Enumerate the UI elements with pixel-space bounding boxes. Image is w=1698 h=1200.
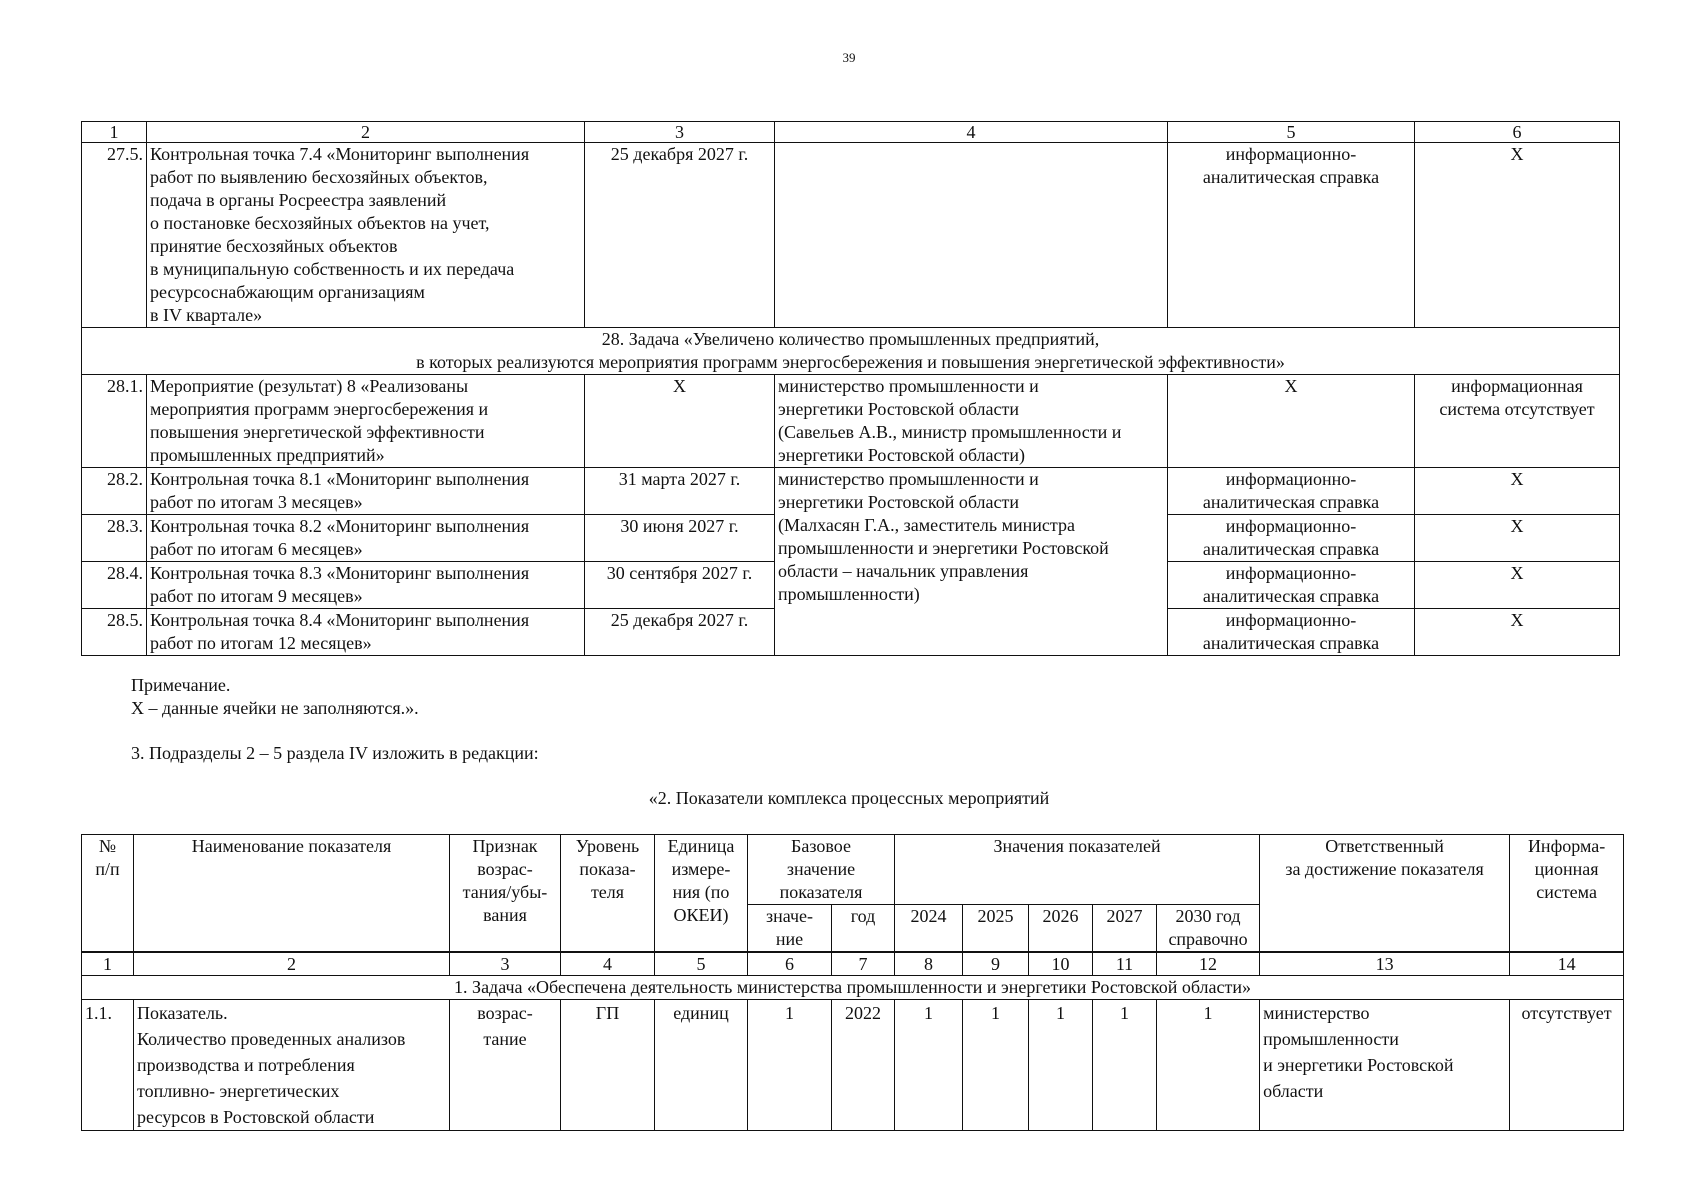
row-name <box>147 375 585 468</box>
header-sign <box>450 835 561 953</box>
text-line: ционная <box>1534 859 1599 879</box>
text-line: Ответственный <box>1325 836 1444 856</box>
header-year-2030 <box>1157 905 1260 953</box>
row-date: Х <box>585 375 775 468</box>
text-line: возрас- <box>477 1003 533 1023</box>
text-line: работ по выявлению бесхозяйных объектов, <box>150 167 488 187</box>
indicators-table <box>81 834 1624 1131</box>
text-line: ние <box>775 929 804 949</box>
text-line: работ по итогам 6 месяцев» <box>150 539 363 559</box>
text-line: информационно- <box>1225 469 1357 489</box>
header-cell: 5 <box>1168 122 1415 143</box>
text-line: ресурсов в Ростовской области <box>137 1107 375 1127</box>
row-base-value: 1 <box>748 1000 832 1131</box>
column-number: 4 <box>561 952 655 976</box>
text-line: в которых реализуются мероприятия программ энергосбережения и повышения энергетической эффективности» <box>416 352 1285 372</box>
row-document <box>1168 609 1415 656</box>
row-level: ГП <box>561 1000 655 1131</box>
text-line: аналитическая справка <box>1202 586 1380 606</box>
column-number: 8 <box>895 952 963 976</box>
row-system: Х <box>1415 515 1620 562</box>
text-line: Контрольная точка 8.1 «Мониторинг выполнения <box>150 469 530 489</box>
header-cell: 4 <box>775 122 1168 143</box>
instruction-text: 3. Подразделы 2 – 5 раздела IV изложить в редакции: <box>131 743 539 763</box>
text-line: информационная <box>1451 376 1583 396</box>
text-line: система <box>1536 882 1597 902</box>
text-line: министерство промышленности и <box>778 469 1039 489</box>
text-line: Количество проведенных анализов <box>137 1029 406 1049</box>
text-line: энергетики Ростовской области) <box>778 445 1025 465</box>
text-line: аналитическая справка <box>1202 539 1380 559</box>
section-heading: «2. Показатели комплекса процессных мероприятий <box>648 788 1050 808</box>
row-value-2027: 1 <box>1093 1000 1157 1131</box>
row-document <box>1168 468 1415 515</box>
note-block <box>131 674 419 720</box>
row-number: 28.2. <box>82 468 147 515</box>
text-line: топливно- энергетических <box>137 1081 340 1101</box>
row-name <box>147 143 585 328</box>
text-line: энергетики Ростовской области <box>778 492 1020 512</box>
header-name: Наименование показателя <box>134 835 450 953</box>
task-row <box>82 328 1620 375</box>
row-number: 28.4. <box>82 562 147 609</box>
text-line: Показатель. <box>137 1003 228 1023</box>
row-name <box>134 1000 450 1131</box>
row-date: 30 июня 2027 г. <box>585 515 775 562</box>
row-system <box>1415 375 1620 468</box>
column-number: 10 <box>1029 952 1093 976</box>
text-line: в муниципальную собственность и их передача <box>150 259 515 279</box>
text-line: информационно- <box>1225 144 1357 164</box>
text-line: информационно- <box>1225 610 1357 630</box>
text-line: работ по итогам 3 месяцев» <box>150 492 363 512</box>
text-line: о постановке бесхозяйных объектов на учет, <box>150 213 490 233</box>
text-line: за достижение показателя <box>1285 859 1484 879</box>
text-line: промышленных предприятий» <box>150 445 385 465</box>
row-document <box>1168 143 1415 328</box>
row-unit: единиц <box>655 1000 748 1131</box>
row-system: Х <box>1415 562 1620 609</box>
text-line: справочно <box>1168 929 1248 949</box>
row-date: 30 сентября 2027 г. <box>585 562 775 609</box>
text-line: аналитическая справка <box>1202 167 1380 187</box>
text-line: ния (по <box>672 882 730 902</box>
text-line: Контрольная точка 8.2 «Мониторинг выполнения <box>150 516 530 536</box>
row-sign <box>450 1000 561 1131</box>
text-line: значение <box>786 859 856 879</box>
text-line: работ по итогам 12 месяцев» <box>150 633 372 653</box>
text-line: министерство <box>1263 1003 1370 1023</box>
header-cell: 3 <box>585 122 775 143</box>
table-row <box>82 375 1620 468</box>
column-number: 13 <box>1260 952 1510 976</box>
row-value-2025: 1 <box>963 1000 1029 1131</box>
text-line: № <box>98 836 117 856</box>
row-value-2026: 1 <box>1029 1000 1093 1131</box>
column-number: 5 <box>655 952 748 976</box>
row-name <box>147 562 585 609</box>
text-line: области <box>1263 1081 1324 1101</box>
task-row <box>82 976 1624 1000</box>
column-number: 9 <box>963 952 1029 976</box>
text-line: промышленности) <box>778 584 920 604</box>
row-number: 28.5. <box>82 609 147 656</box>
row-responsible <box>775 375 1168 468</box>
header-system <box>1510 835 1624 953</box>
text-line: п/п <box>95 859 120 879</box>
text-line: показателя <box>779 882 863 902</box>
events-table <box>81 121 1620 656</box>
column-number: 7 <box>832 952 895 976</box>
text-line: аналитическая справка <box>1202 492 1380 512</box>
header-unit <box>655 835 748 953</box>
text-line: в IV квартале» <box>150 305 263 325</box>
text-line: (Малхасян Г.А., заместитель министра <box>778 515 1075 535</box>
text-line: теля <box>590 882 625 902</box>
header-base <box>748 835 895 905</box>
text-line: ресурсоснабжающим организациям <box>150 282 425 302</box>
table-row <box>82 468 1620 515</box>
note-title: Примечание. <box>131 675 231 695</box>
row-document <box>1168 562 1415 609</box>
row-date: 25 декабря 2027 г. <box>585 143 775 328</box>
text-line: Единица <box>667 836 735 856</box>
note-text: Х – данные ячейки не заполняются.». <box>131 698 419 718</box>
row-document <box>1168 515 1415 562</box>
text-line: и энергетики Ростовской <box>1263 1055 1454 1075</box>
row-system: Х <box>1415 143 1620 328</box>
column-number: 2 <box>134 952 450 976</box>
text-line: ОКЕИ) <box>673 905 729 925</box>
row-system: Х <box>1415 609 1620 656</box>
column-number: 14 <box>1510 952 1624 976</box>
text-line: промышленности и энергетики Ростовской <box>778 538 1109 558</box>
text-line: вания <box>483 905 527 925</box>
page-number: 39 <box>842 50 856 65</box>
text-line: министерство промышленности и <box>778 376 1039 396</box>
text-line: работ по итогам 9 месяцев» <box>150 586 363 606</box>
header-base-year: год <box>832 905 895 953</box>
text-line: 28. Задача «Увеличено количество промышленных предприятий, <box>601 329 1100 349</box>
text-line: Информа- <box>1527 836 1606 856</box>
text-line: тание <box>483 1029 527 1049</box>
row-system: Х <box>1415 468 1620 515</box>
row-responsible <box>1260 1000 1510 1131</box>
row-number: 27.5. <box>82 143 147 328</box>
text-line: производства и потребления <box>137 1055 355 1075</box>
row-name <box>147 515 585 562</box>
text-line: возрас- <box>477 859 533 879</box>
row-name <box>147 468 585 515</box>
header-cell: 6 <box>1415 122 1620 143</box>
row-name <box>147 609 585 656</box>
text-line: (Савельев А.В., министр промышленности и <box>778 422 1122 442</box>
row-value-2030: 1 <box>1157 1000 1260 1131</box>
header-year: 2025 <box>963 905 1029 953</box>
text-line: Контрольная точка 7.4 «Мониторинг выполнения <box>150 144 530 164</box>
header-year: 2027 <box>1093 905 1157 953</box>
column-number: 12 <box>1157 952 1260 976</box>
column-number: 6 <box>748 952 832 976</box>
text-line: повышения энергетической эффективности <box>150 422 485 442</box>
text-line: Уровень <box>575 836 640 856</box>
header-values-group: Значения показателей <box>895 835 1260 905</box>
text-line: измере- <box>671 859 731 879</box>
header-cell: 2 <box>147 122 585 143</box>
header-cell: 1 <box>82 122 147 143</box>
row-base-year: 2022 <box>832 1000 895 1131</box>
header-base-value <box>748 905 832 953</box>
header-num <box>82 835 134 953</box>
table-row <box>82 1000 1624 1131</box>
table-row <box>82 143 1620 328</box>
text-line: система отсутствует <box>1439 399 1595 419</box>
task-heading <box>82 328 1620 375</box>
text-line: энергетики Ростовской области <box>778 399 1020 419</box>
row-system: отсутствует <box>1510 1000 1624 1131</box>
header-level <box>561 835 655 953</box>
text-line: Мероприятие (результат) 8 «Реализованы <box>150 376 469 396</box>
row-number: 28.3. <box>82 515 147 562</box>
row-number: 1.1. <box>82 1000 134 1131</box>
text-line: области – начальник управления <box>778 561 1029 581</box>
text-line: Базовое <box>791 836 851 856</box>
text-line: Контрольная точка 8.4 «Мониторинг выполнения <box>150 610 530 630</box>
text-line: 2030 год <box>1175 906 1241 926</box>
text-line: принятие бесхозяйных объектов <box>150 236 398 256</box>
text-line: показа- <box>579 859 636 879</box>
text-line: тания/убы- <box>462 882 548 902</box>
text-line: Признак <box>472 836 538 856</box>
row-date: 25 декабря 2027 г. <box>585 609 775 656</box>
text-line: информационно- <box>1225 516 1357 536</box>
row-value-2024: 1 <box>895 1000 963 1131</box>
row-date: 31 марта 2027 г. <box>585 468 775 515</box>
text-line: мероприятия программ энергосбережения и <box>150 399 489 419</box>
column-number: 1 <box>82 952 134 976</box>
header-responsible <box>1260 835 1510 953</box>
row-responsible-shared <box>775 468 1168 656</box>
row-number: 28.1. <box>82 375 147 468</box>
text-line: аналитическая справка <box>1202 633 1380 653</box>
column-number: 11 <box>1093 952 1157 976</box>
row-document: Х <box>1168 375 1415 468</box>
text-line: значе- <box>765 906 814 926</box>
header-year: 2026 <box>1029 905 1093 953</box>
table-header-row <box>82 122 1620 143</box>
text-line: информационно- <box>1225 563 1357 583</box>
header-year: 2024 <box>895 905 963 953</box>
row-responsible <box>775 143 1168 328</box>
column-number: 3 <box>450 952 561 976</box>
task-heading: 1. Задача «Обеспечена деятельность министерства промышленности и энергетики Ростовской области» <box>82 976 1624 1000</box>
column-number-row <box>82 952 1624 976</box>
text-line: Контрольная точка 8.3 «Мониторинг выполнения <box>150 563 530 583</box>
text-line: промышленности <box>1263 1029 1399 1049</box>
text-line: подача в органы Росреестра заявлений <box>150 190 447 210</box>
table-header-row <box>82 835 1624 905</box>
